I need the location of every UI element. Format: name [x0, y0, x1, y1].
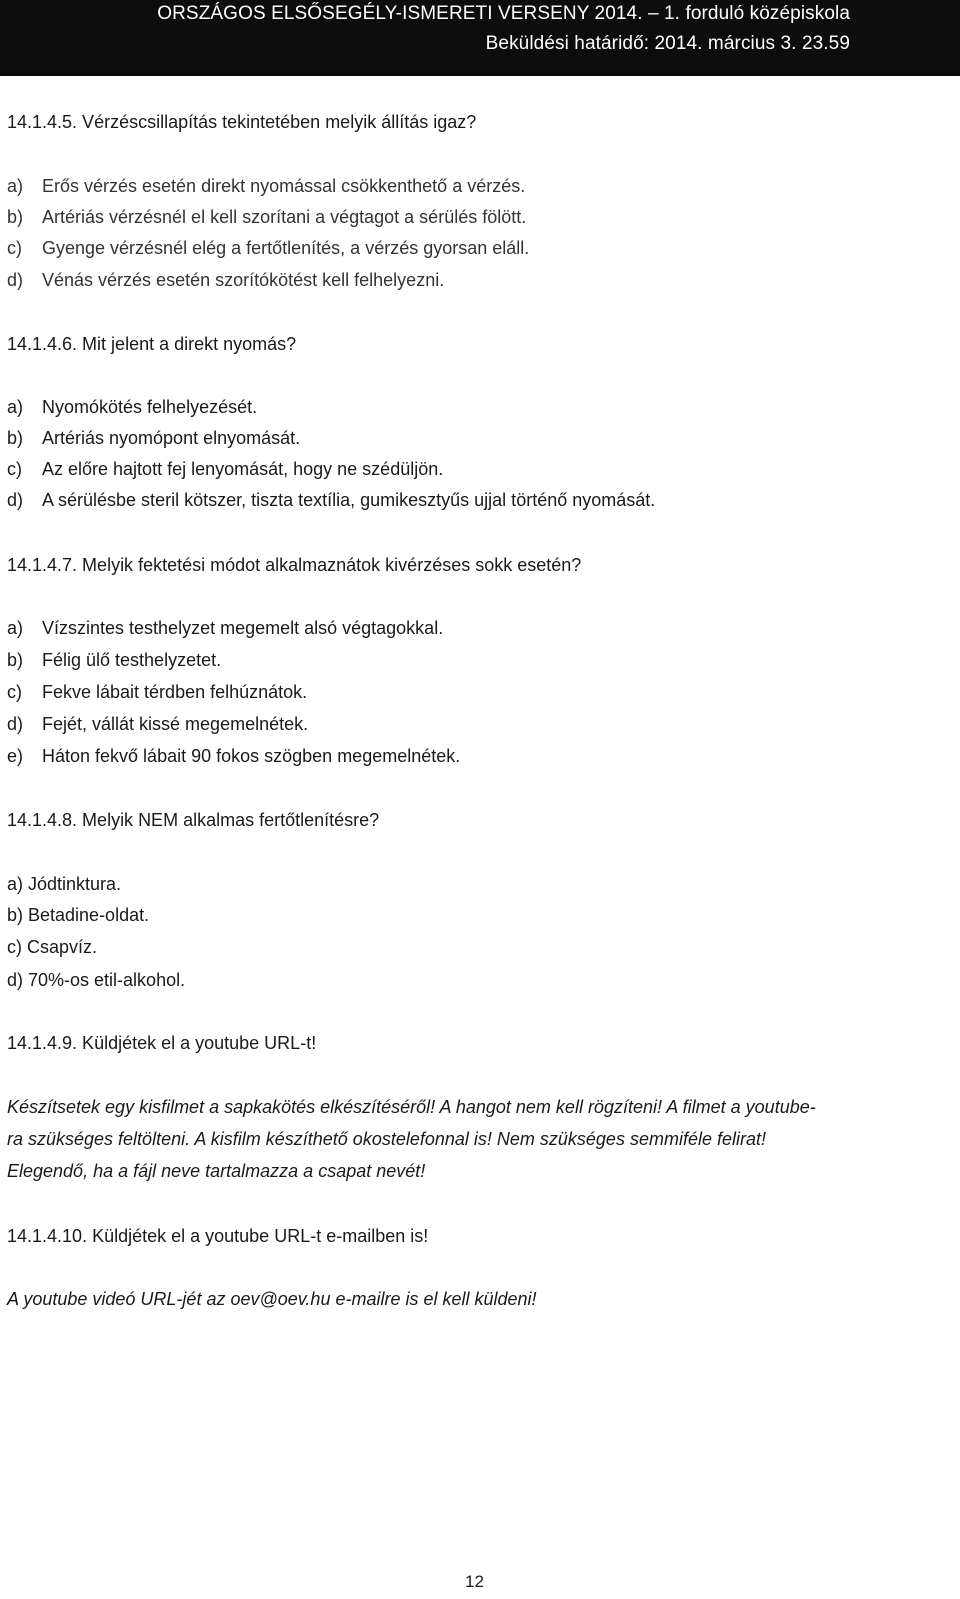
page-header: [0, 0, 960, 76]
question-title: 14.1.4.6. Mit jelent a direkt nyomás?: [7, 334, 297, 354]
deadline: Beküldési határidő: 2014. március 3. 23.59: [485, 33, 850, 54]
instruction-line: Készítsetek egy kisfilmet a sapkakötés elkészítéséről! A hangot nem kell rögzíteni! A filmet a youtube-: [7, 1097, 816, 1117]
instruction-line: ra szükséges feltölteni. A kisfilm készíthető okostelefonnal is! Nem szükséges semmiféle felirat!: [7, 1129, 766, 1149]
question-title: 14.1.4.9. Küldjétek el a youtube URL-t!: [7, 1033, 317, 1053]
question-title: 14.1.4.10. Küldjétek el a youtube URL-t e-mailben is!: [7, 1226, 429, 1246]
instruction-line: Elegendő, ha a fájl neve tartalmazza a csapat nevét!: [7, 1161, 426, 1181]
question-title: 14.1.4.5. Vérzéscsillapítás tekintetében melyik állítás igaz?: [7, 112, 477, 132]
competition-title: ORSZÁGOS ELSŐSEGÉLY-ISMERETI VERSENY 2014. – 1. forduló középiskola: [157, 3, 850, 24]
answer-option: a) Jódtinktura.: [7, 874, 122, 894]
answer-option: c) Csapvíz.: [7, 937, 98, 957]
question-title: 14.1.4.7. Melyik fektetési módot alkalmaznátok kivérzéses sokk esetén?: [7, 555, 582, 575]
question-title: 14.1.4.8. Melyik NEM alkalmas fertőtlenítésre?: [7, 810, 380, 830]
answer-option: d) 70%-os etil-alkohol.: [7, 970, 186, 990]
page-number: 12: [465, 1572, 484, 1591]
instruction-line: A youtube videó URL-jét az oev@oev.hu e-mailre is el kell küldeni!: [7, 1289, 537, 1309]
answer-option: b) Betadine-oldat.: [7, 905, 150, 925]
